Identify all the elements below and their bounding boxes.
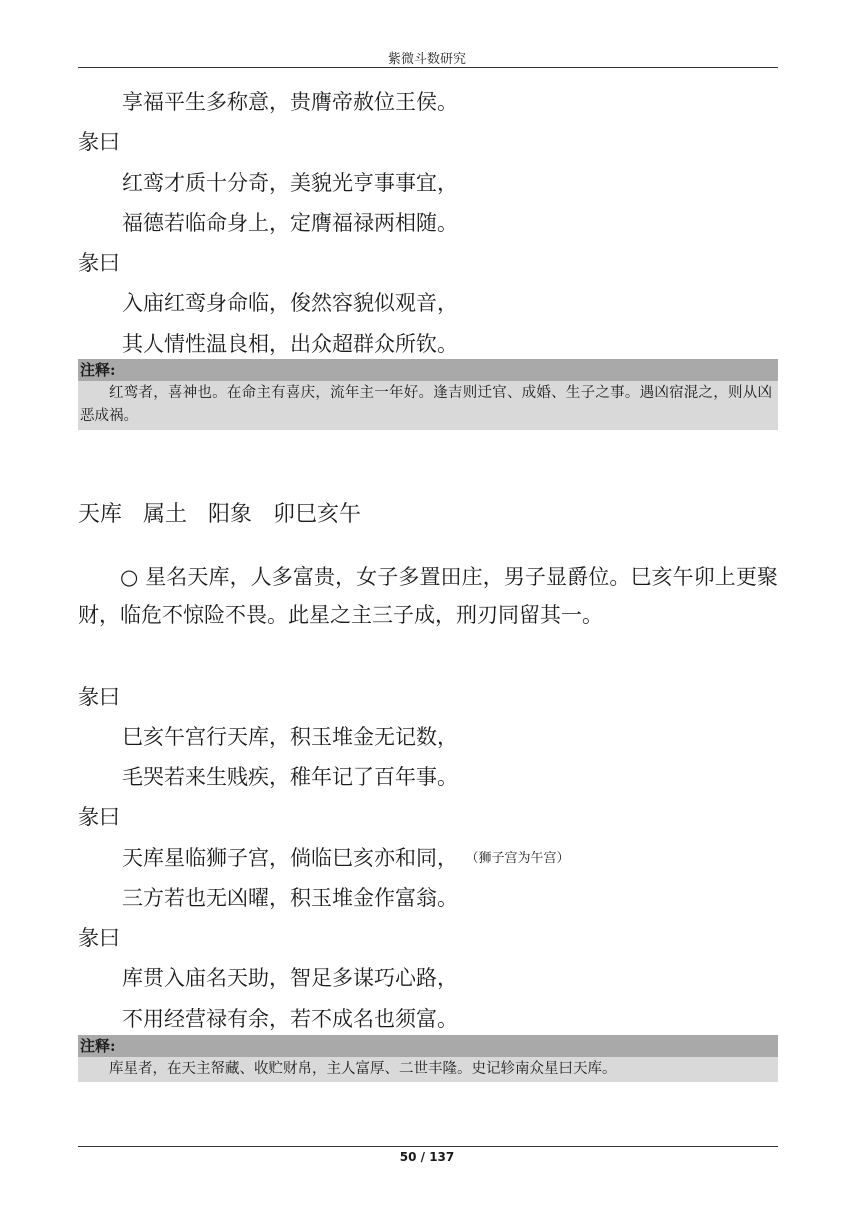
inline-annotation: （狮子宫为午宫） xyxy=(472,851,570,866)
footer-rule xyxy=(78,1146,778,1147)
section-title xyxy=(78,500,375,530)
verse-line: 其人情性温良相，出众超群众所钦。 xyxy=(122,332,458,356)
header-rule xyxy=(78,67,778,68)
note-text: 库星者，在天主帑藏、收贮财帛，主人富厚、二世丰隆。史记轸南众星曰天库。 xyxy=(78,1057,778,1082)
note-label: 注释: xyxy=(78,1035,778,1057)
note-text: 红鸾者，喜神也。在命主有喜庆，流年主一年好。逢吉则迁官、成婚、生子之事。遇凶宿混之，则从凶恶成祸。 xyxy=(78,381,778,430)
verse-line: 红鸾才质十分奇，美貌光亨事事宜， xyxy=(122,171,458,195)
note-label: 注释: xyxy=(78,359,778,381)
star-element: 属土 xyxy=(143,502,188,527)
section-paragraph: ○ 星名天库，人多富贵，女子多置田庄，男子显爵位。巳亥午卯上更聚财，临危不惊险不畏。此星之主三子成，刑刃同留其一。 xyxy=(78,565,778,627)
verse-line: 福德若临命身上，定膺福禄两相随。 xyxy=(122,211,458,235)
page-number: 50 / 137 xyxy=(399,1150,455,1164)
verse-line: 不用经营禄有余，若不成名也须富。 xyxy=(122,1007,458,1031)
running-header-title: 紫微斗数研究 xyxy=(387,52,466,67)
verse-line xyxy=(122,843,570,874)
verse-line: 毛哭若来生贱疾，稚年记了百年事。 xyxy=(122,765,458,789)
verse-line-text: 天库星临狮子宫，倘临巳亥亦和同， xyxy=(122,846,458,870)
verse-heading: 彖曰 xyxy=(78,251,120,275)
verse-line: 三方若也无凶曜，积玉堆金作富翁。 xyxy=(122,886,458,910)
verse-line: 库贯入庙名天助，智足多谋巧心路， xyxy=(122,966,458,990)
star-name: 天库 xyxy=(78,502,123,527)
verse-heading: 彖曰 xyxy=(78,926,120,950)
verse-heading: 彖曰 xyxy=(78,805,120,829)
star-polarity: 阳象 xyxy=(208,502,253,527)
verse-heading: 彖曰 xyxy=(78,130,120,154)
star-palaces: 卯巳亥午 xyxy=(273,502,362,527)
verse-line: 巳亥午宫行天库，积玉堆金无记数， xyxy=(122,725,458,749)
verse-line: 享福平生多称意，贵膺帝赦位王侯。 xyxy=(122,90,458,114)
verse-heading: 彖曰 xyxy=(78,685,120,709)
verse-line: 入庙红鸾身命临，俊然容貌似观音， xyxy=(122,291,458,315)
